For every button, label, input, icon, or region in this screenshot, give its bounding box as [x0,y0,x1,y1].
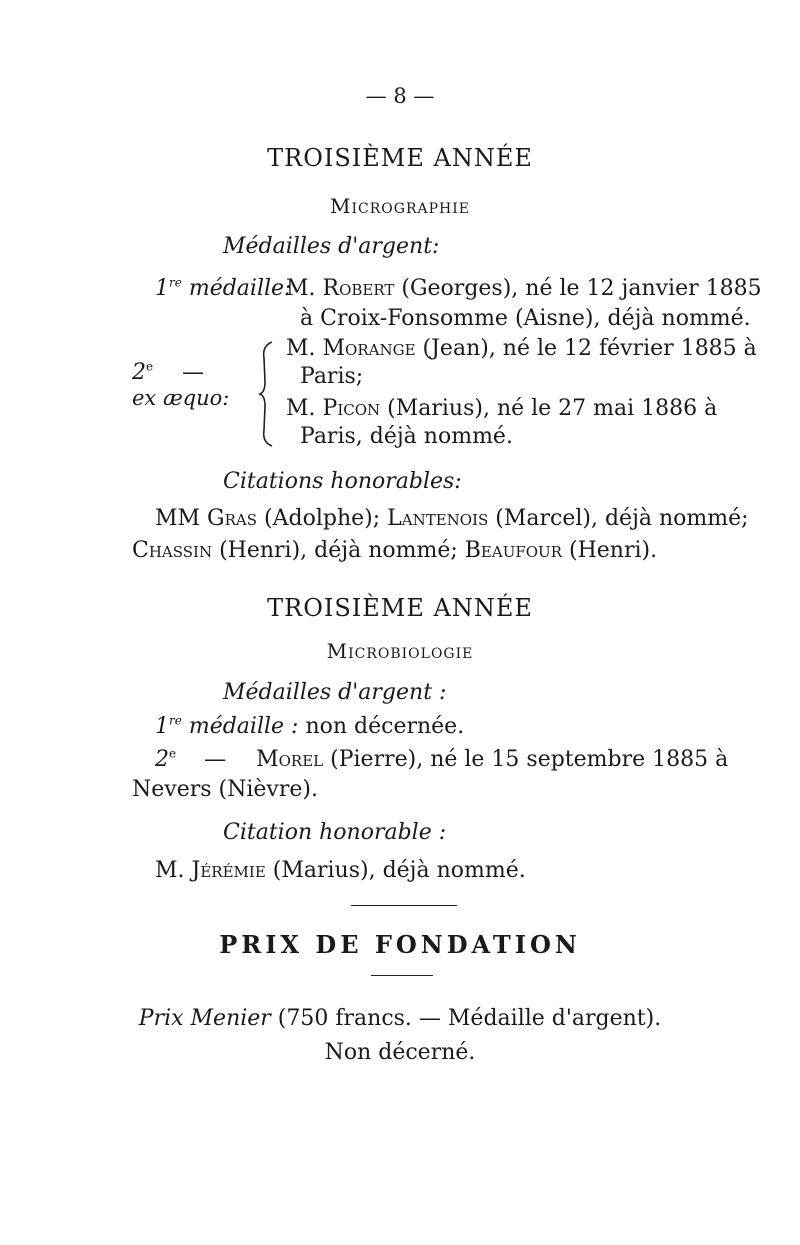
prefix: M. [286,396,323,421]
winner-name: Morange [322,336,416,361]
subject-heading-2: Microbiologie [326,639,474,663]
first-label: médaille : [181,714,306,739]
subject-heading-1: Micrographie [330,194,470,218]
cited-name: Beaufour [464,538,562,563]
details: (Marcel), déjà nommé; [488,506,749,531]
winner-name: Picon [322,396,381,421]
citations-line2 [132,538,657,563]
second-medal-label [132,360,204,385]
details: (Henri). [562,538,658,563]
second-sup: e [146,359,154,374]
second-num: 2 [132,360,146,385]
citation-heading-2: Citation honorable : [223,820,447,845]
details: (Marius), né le 27 mai 1886 à [380,396,718,421]
page-number: — 8 — [365,84,435,108]
cited-name: Jérémie [191,858,266,883]
medals-heading-1: Médailles d'argent: [223,234,440,259]
divider-rule [351,905,457,906]
second-num: 2 [155,747,169,772]
details: (Pierre), né le 15 septembre 1885 à [323,747,729,772]
citation-line [155,858,526,883]
prix-details: (750 francs. — Médaille d'argent). [270,1006,662,1031]
details: (Georges), né le 12 janvier 1885 [394,276,762,301]
prix-rule [371,975,433,976]
first-medal-line1 [286,276,762,301]
prefix: M. [286,336,323,361]
medals-heading-2: Médailles d'argent : [223,680,447,705]
citations-heading-1: Citations honorables: [223,469,462,494]
cited-name: Chassin [132,538,213,563]
details: (Adolphe); [257,506,388,531]
second-b-line2: Paris, déjà nommé. [300,424,513,449]
second-sup: e [169,746,177,761]
details: (Henri), déjà nommé; [212,538,465,563]
micro-first-medal [155,714,464,739]
mm: MM [155,506,208,531]
ex-aequo: ex æquo: [132,386,230,410]
first-medal-sup: re [169,275,182,290]
brace-icon [258,340,278,448]
details: (Jean), né le 12 février 1885 à [415,336,757,361]
first-medal-line2: à Croix-Fonsomme (Aisne), déjà nommé. [300,306,751,331]
first-sup: re [169,713,182,728]
prix-line1 [0,1006,800,1031]
year-heading-1: TROISIÈME ANNÉE [267,144,533,172]
second-dash: — [182,360,205,385]
second-b-line1 [286,396,717,421]
micro-second-line2: Nevers (Nièvre). [132,777,318,802]
second-a-line2: Paris; [300,364,364,389]
first-value: non décernée. [305,714,465,739]
first-medal-label [155,276,291,301]
first-medal-word: médaille: [188,276,292,301]
prix-name: Prix Menier [138,1006,271,1031]
prefix: M. [155,858,192,883]
second-a-line1 [286,336,757,361]
details: (Marius), déjà nommé. [265,858,526,883]
winner-name: Robert [322,276,395,301]
prix-heading: PRIX DE FONDATION [219,930,581,959]
cited-name: Lantenois [387,506,489,531]
prefix: M. [286,276,323,301]
cited-name: Gras [207,506,258,531]
first-medal-num: 1 [155,276,169,301]
winner-name: Morel [256,747,324,772]
micro-second-medal [155,747,728,772]
citations-line1 [155,506,749,531]
prix-line2: Non décerné. [324,1040,476,1065]
year-heading-2: TROISIÈME ANNÉE [267,594,533,622]
second-dash: — [204,747,227,772]
first-num: 1 [155,714,169,739]
